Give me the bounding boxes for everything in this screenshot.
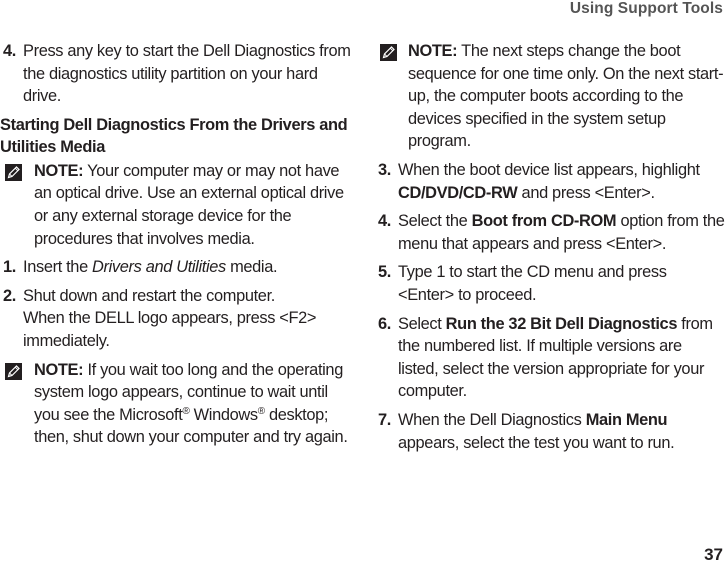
- step-1: [0, 256, 355, 279]
- step-text: When the boot device list appears, highlight: [398, 160, 700, 179]
- step-number: 3.: [378, 160, 391, 179]
- page-number: 37: [704, 545, 723, 564]
- step-text: media.: [225, 258, 278, 277]
- step-4-left: [0, 40, 355, 108]
- step-number: 1.: [3, 258, 16, 277]
- step-7: [366, 409, 725, 454]
- note-text: Your computer may or may not have an optical drive. Use an external optical drive or any external storage device for the procedures that involves media.: [34, 161, 344, 248]
- note-text: Windows: [189, 405, 258, 424]
- step-text: option from the menu that appears and press <Enter>.: [398, 212, 725, 253]
- step-number: 4.: [3, 42, 16, 60]
- left-column: [0, 40, 355, 455]
- note-text: The next steps change the boot sequence for one time only. On the next start-up, the computer boots according to the devices specified in the system setup program.: [408, 42, 724, 151]
- step-text: Shut down and restart the computer.: [23, 286, 275, 305]
- step-number: 6.: [378, 314, 391, 333]
- note-optical-drive: [0, 160, 355, 250]
- pencil-note-icon: [5, 164, 22, 181]
- step-text: Press any key to start the Dell Diagnostics from the diagnostics utility partition on your hard drive.: [23, 42, 351, 106]
- step-5: [366, 261, 725, 306]
- pencil-note-icon: [5, 363, 22, 380]
- step-text: When the Dell Diagnostics: [398, 410, 586, 429]
- step-text: Type 1 to start the CD menu and press <Enter> to proceed.: [398, 263, 667, 304]
- diagnostics-option-name: Run the 32 Bit Dell Diagnostics: [445, 314, 678, 333]
- step-number: 5.: [378, 263, 391, 282]
- step-text: Insert the: [23, 258, 93, 277]
- step-text: Select the: [398, 212, 472, 231]
- media-name: Drivers and Utilities: [92, 258, 226, 277]
- step-number: 2.: [3, 286, 16, 305]
- running-head: Using Support Tools: [569, 0, 723, 17]
- note-text: If you wait too long and the operating system logo appears, continue to wait until you see the Microsoft: [34, 360, 343, 424]
- step-number: 4.: [378, 212, 391, 231]
- right-column: [366, 40, 725, 460]
- step-text: appears, select the test you want to run.: [398, 433, 675, 452]
- note-label: NOTE:: [408, 42, 458, 60]
- menu-option-name: Boot from CD-ROM: [471, 212, 617, 231]
- note-text: desktop; then, shut down your computer and try again.: [34, 405, 348, 447]
- step-2: [0, 285, 355, 353]
- step-4-right: [366, 210, 725, 255]
- step-text: from the numbered list. If multiple versions are listed, select the version appropriate for your computer.: [398, 314, 713, 401]
- note-boot-sequence: [366, 40, 725, 153]
- step-text: Select: [398, 314, 446, 333]
- step-text: and press <Enter>.: [517, 183, 655, 202]
- note-wait-too-long: [0, 359, 355, 449]
- section-heading: Starting Dell Diagnostics From the Drivers and Utilities Media: [0, 115, 348, 156]
- step-3: [366, 159, 725, 204]
- boot-device-name: CD/DVD/CD-RW: [398, 183, 518, 202]
- step-6: [366, 313, 725, 403]
- main-menu-name: Main Menu: [585, 410, 668, 429]
- note-label: NOTE:: [34, 360, 84, 379]
- registered-mark: ®: [182, 405, 190, 417]
- pencil-note-icon: [380, 44, 397, 61]
- registered-mark: ®: [257, 405, 265, 417]
- note-label: NOTE:: [34, 161, 84, 180]
- step-text: When the DELL logo appears, press <F2> immediately.: [23, 309, 317, 350]
- step-number: 7.: [378, 410, 391, 429]
